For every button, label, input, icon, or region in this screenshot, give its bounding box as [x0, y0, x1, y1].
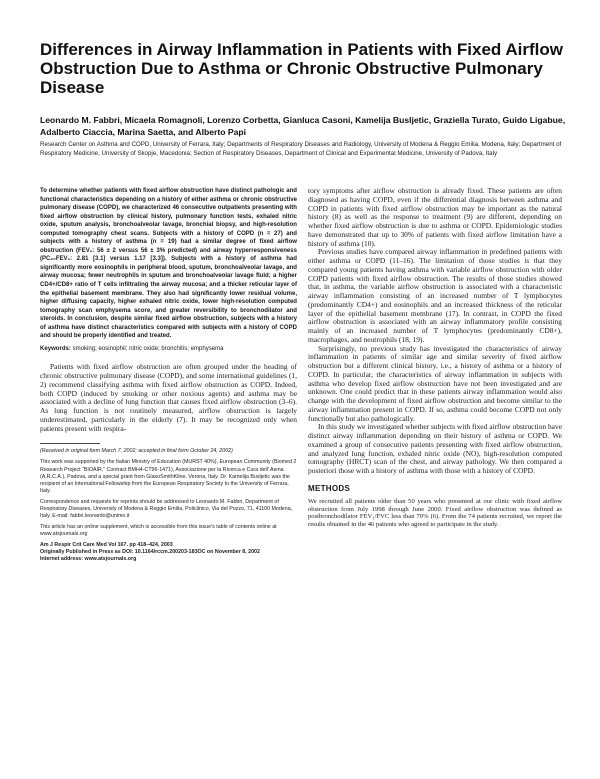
footnote-received: (Received in original form March 7, 2002; accepted in final form October 24, 2002)	[40, 448, 233, 455]
methods-paragraph: We recruited all patients older than 50 years who presented at our clinic with fixed airflow obstruction from July 1998 through June 2000. Fixed airflow obstruction was defined as postbronchodilator FEV₁/FVC less than 70% (6). From the 74 patients recruited, we report the results obtained in the 46 patients who agreed to participate in the study.	[308, 497, 562, 529]
body-paragraph: Previous studies have compared airway inflammation in predefined patients with either asthma or COPD (11–16). The limitation of those studies is that they compared young patients having asthma with variable airflow obstruction with older COPD patients with fixed airflow obstruction. The results of those studies showed that, in asthma, the variable airflow obstruction is associated with a characteristic airway inflammation consisting of an increased number of T lymphocytes (predominantly CD4+) and eosinophils and an increased thickness of the reticular layer of the epithelial basement membrane (17). In contrast, in COPD the fixed airflow obstruction is associated with an airway inflammatory profile consisting mainly of an increased number of T lymphocytes (predominantly CD8+), macrophages, and neutrophils (18, 19).	[308, 247, 562, 344]
internet-address: Internet address: www.atsjournals.org	[40, 556, 137, 563]
intro-paragraph: Patients with fixed airflow obstruction are often grouped under the heading of chronic obstructive pulmonary disease (COPD), and some international guidelines (1, 2) recommend classifying asthma with fixed airflow obstruction as COPD. Indeed, both COPD (induced by smoking or other noxious agents) and asthma may be associated with a decline of lung function that causes fixed airflow obstruction (3–6). As lung function is not routinely measured, airflow obstruction is largely underestimated, particularly in the elderly (7). It may be recognized only when patients present with respira-	[40, 362, 297, 433]
intro-body	[40, 363, 297, 433]
doi-line: Originally Published in Press as DOI: 10.1164/rccm.200203-183OC on November 8, 2002	[40, 549, 260, 556]
footnote-supplement: This article has an online supplement, which is accessible from this issue’s table of contents online at www.atsjournals.org	[40, 524, 277, 538]
affiliations: Research Center on Asthma and COPD, University of Ferrara, Italy; Departments of Respiratory Diseases and Radiology, University of Modena & Reggio Emilia, Modena, Italy; Department of Respiratory Medicine, University of Skopje, Macedonia; Section of Respiratory Diseases, Department of Clinical and Experimental Medicine, University of Padova, Italy	[40, 141, 562, 157]
body-paragraph: In this study we investigated whether subjects with fixed airflow obstruction have distinct airway inflammation depending on their history of asthma or COPD. We examined a group of consecutive patients presenting with fixed airflow obstruction, and analyzed lung function, exhaled nitric oxide (NO), high-resolution computed tomography (HRCT) scan of the chest, and airway pathology. We then compared a posteriori those with a history of asthma with those with a history of COPD.	[308, 422, 562, 475]
keywords-list: smoking; eosinophil; nitric oxide; bronchitis; emphysema	[72, 345, 224, 352]
body-paragraph: Surprisingly, no previous study has investigated the characteristics of airway inflammation in patients of similar age and similar severity of fixed airflow obstruction but a different clinical history, i.e., a history of asthma or a history of COPD. In particular, the characteristics of airway inflammation in subjects with asthma who develop fixed airflow obstruction have not been investigated and are unknown. One could predict that in these patients airway inflammation would also change with the development of fixed airflow obstruction and become similar to the airway inflammation present in COPD. If so, asthma could become COPD not only functionally but also pathologically.	[308, 343, 562, 423]
keywords	[40, 345, 297, 354]
footnote-divider	[40, 443, 100, 444]
methods-heading: METHODS	[308, 483, 351, 493]
article-title: Differences in Airway Inflammation in Patients with Fixed Airflow Obstruction Due to Asthma or Chronic Obstructive Pulmonary Disease	[40, 40, 563, 97]
right-column	[308, 187, 562, 529]
journal-citation: Am J Respir Crit Care Med Vol 167. pp 418–424, 2003	[40, 542, 173, 549]
footnote-support: This work was supported by the Italian Ministry of Education (MURST 40%), European Community (Biomed 2 Research Project “BIOAIR,” Contract BMH4-CT96-1471), Associazione per la Ricerca e Cura dell’ Asma (A.R.C.A.), Padova, and a special grant from GlaxoSmithKline, Verona, Italy. Dr. Kamelija Busljetic was the recipient of an International Fellowship from the European Respiratory Society to the University of Ferrara, Italy.	[40, 459, 297, 494]
footnote-correspondence: Correspondence and requests for reprints should be addressed to Leonardo M. Fabbri, Department of Respiratory Diseases, University of Modena & Reggio Emilia, Policlinico, Via del Pozzo, 71, 41100 Modena, Italy. E-mail: fabbri.leonardo@unimo.it	[40, 498, 293, 520]
left-column	[40, 187, 297, 563]
abstract: To determine whether patients with fixed airflow obstruction have distinct pathologic and functional characteristics depending on a history of either asthma or chronic obstructive pulmonary disease (COPD), we characterized 46 consecutive outpatients presenting with fixed airflow obstruction by clinical history, pulmonary function tests, exhaled nitric oxide, sputum analysis, bronchoalveolar lavage, bronchial biopsy, and high-resolution computed tomography chest scans. Subjects with a history of COPD (n = 27) and subjects with a history of asthma (n = 19) had a similar degree of fixed airflow obstruction (FEV₁: 56 ± 2 versus 56 ± 3% predicted) and airway hyperresponsiveness (PC₂₀FEV₁: 2.81 [3.1] versus 1.17 [3.3]). Subjects with a history of asthma had significantly more eosinophils in peripheral blood, sputum, bronchoalveolar lavage, and airway mucosa; fewer neutrophils in sputum and bronchoalveolar lavage fluid; a higher CD4+/CD8+ ratio of T cells infiltrating the airway mucosa; and a thicker reticular layer of the epithelial basement membrane. They also had significantly lower residual volume, higher diffusing capacity, higher exhaled nitric oxide, lower high-resolution computed tomography scan emphysema score, and greater reversibility to bronchodilator and steroids. In conclusion, despite similar fixed airflow obstruction, subjects with a history of asthma have distinct characteristics compared with subjects with a history of COPD and should be properly identified and treated.	[40, 188, 297, 340]
keywords-label: Keywords:	[40, 345, 71, 352]
author-list: Leonardo M. Fabbri, Micaela Romagnoli, Lorenzo Corbetta, Gianluca Casoni, Kamelija Busljetic, Graziella Turato, Guido Ligabue, Adalberto Ciaccia, Marina Saetta, and Alberto Papi	[40, 115, 566, 137]
body-paragraph: tory symptoms after airflow obstruction is already fixed. These patients are often diagnosed as having COPD, even if the differential diagnosis between asthma and COPD in patients with fixed airflow obstruction may be important as the natural history (8) as well as the response to treatment (9) are different, depending on whether fixed airflow obstruction is due to asthma or COPD. Epidemiologic studies have demonstrated that up to 30% of patients with fixed airflow limitation have a history of asthma (10).	[308, 186, 562, 248]
